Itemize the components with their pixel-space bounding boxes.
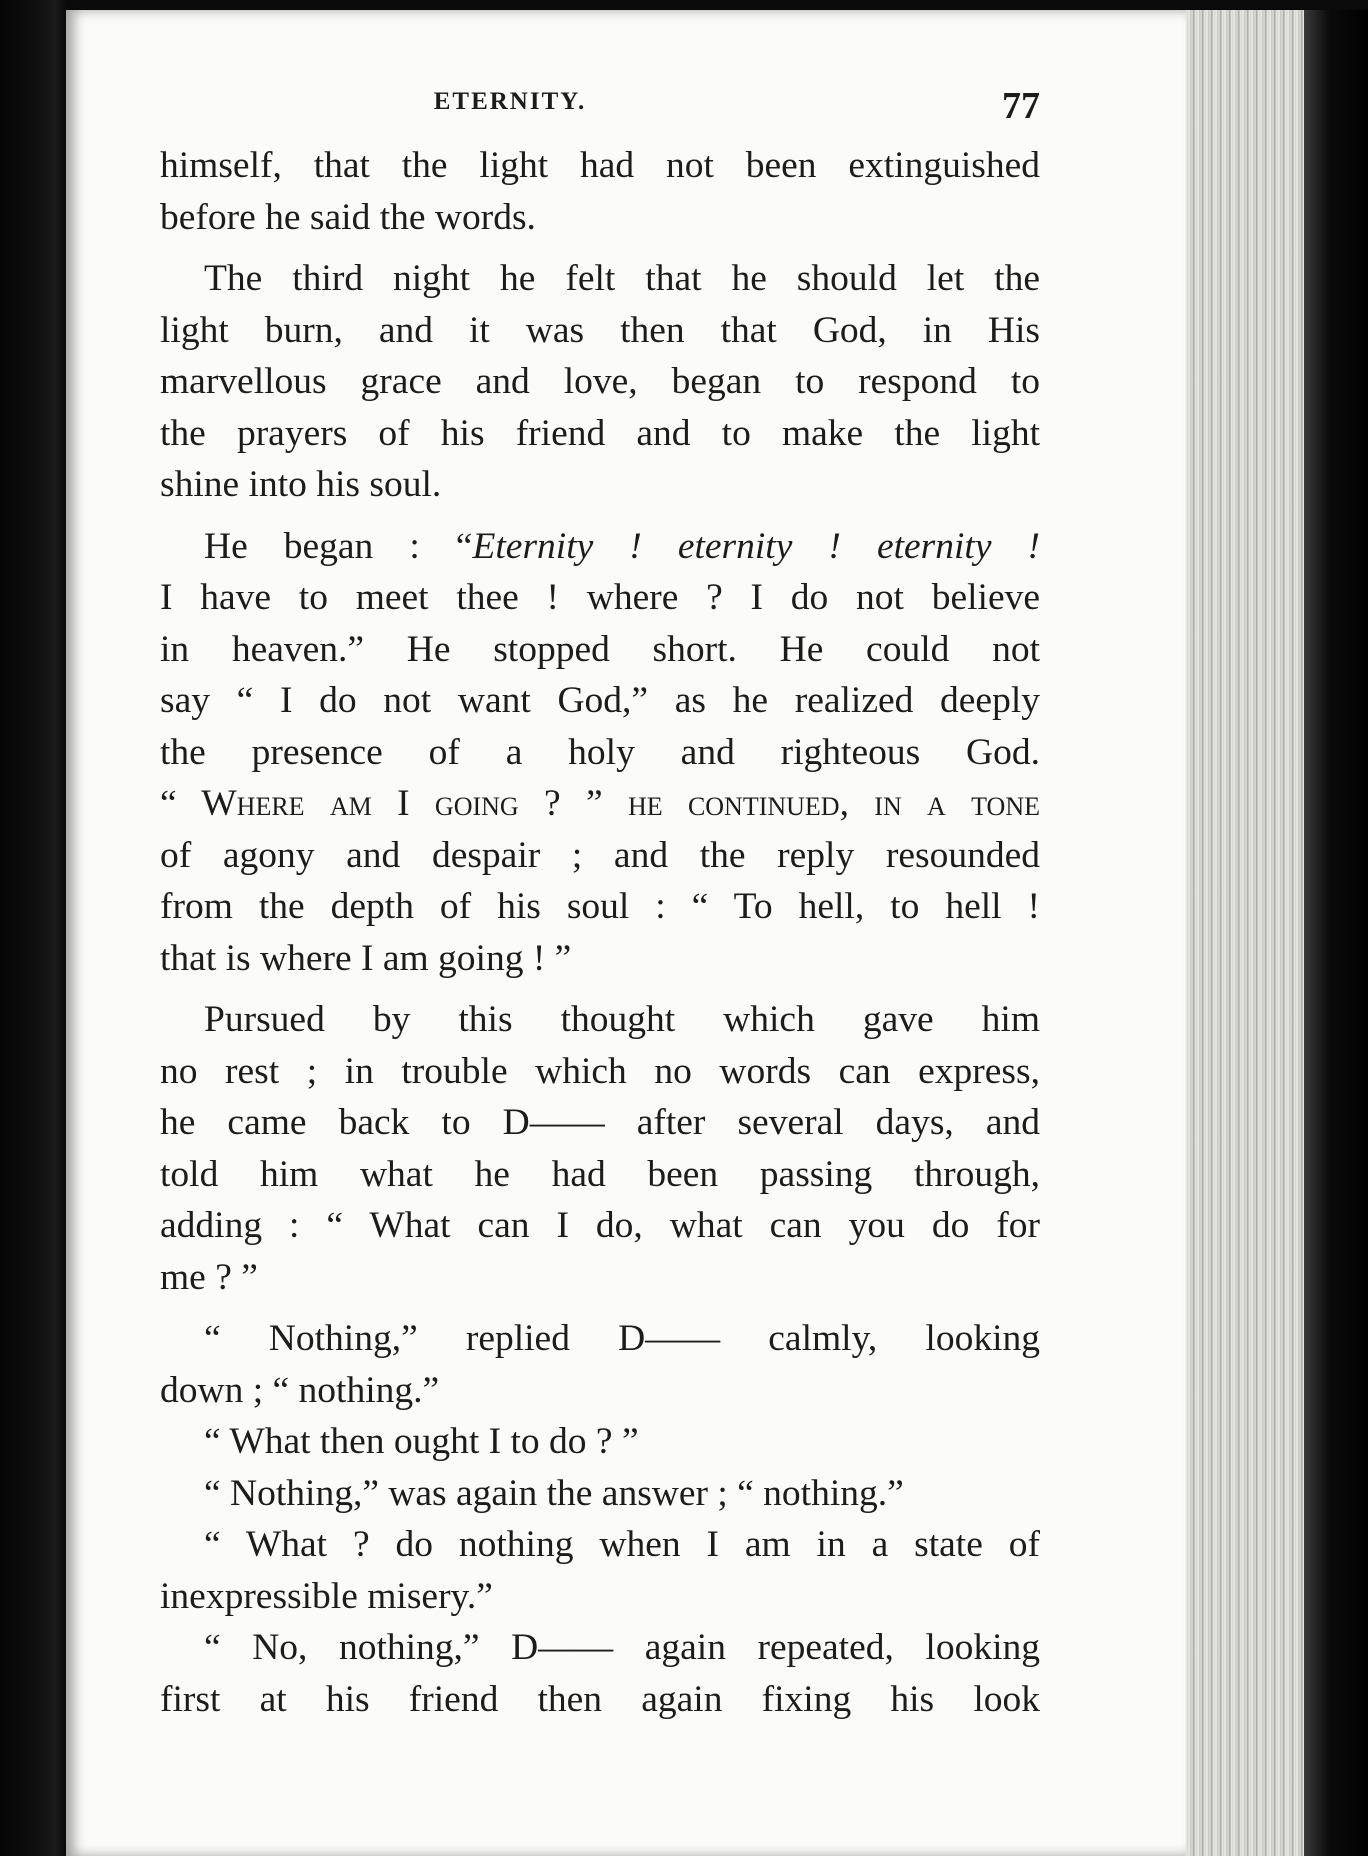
text-line: me ? ” xyxy=(160,1256,258,1298)
text-line: “ No, nothing,” D—— again repeated, looking xyxy=(204,1627,1040,1668)
paragraph-gap xyxy=(160,984,1040,994)
text-line: The third night he felt that he should let the xyxy=(204,258,1040,299)
text-line: shine into his soul. xyxy=(160,464,442,505)
text-line: “ What then ought I to do ? ” xyxy=(204,1421,639,1462)
text-line: “ Nothing,” replied D—— calmly, looking xyxy=(204,1318,1040,1359)
text-fragment: He began : “ xyxy=(204,525,473,567)
paragraph-gap xyxy=(160,511,1040,521)
text-line: himself, that the light had not been extinguished xyxy=(160,145,1040,186)
page-fore-edge xyxy=(1186,10,1304,1856)
text-line: before he said the words. xyxy=(160,196,536,238)
text-line: told him what he had been passing through, xyxy=(160,1153,1040,1195)
page-edge-shadow xyxy=(1304,10,1368,1856)
text-line: “ Nothing,” was again the answer ; “ nothing.” xyxy=(204,1472,904,1514)
text-line: “ Where am I going ? ” he continued, in a tone xyxy=(160,783,1040,824)
text-line: from the depth of his soul : “ To hell, to hell ! xyxy=(160,886,1040,927)
text-line: “ What ? do nothing when I am in a state of xyxy=(204,1524,1040,1565)
text-line: down ; “ nothing.” xyxy=(160,1369,440,1411)
text-line: the presence of a holy and righteous God. xyxy=(160,731,1040,773)
text-line: the prayers of his friend and to make the light xyxy=(160,412,1040,454)
text-line: inexpressible misery.” xyxy=(160,1575,493,1617)
text-line: I have to meet thee ! where ? I do not believe xyxy=(160,577,1040,618)
text-line: say “ I do not want God,” as he realized deeply xyxy=(160,680,1040,721)
text-line: that is where I am going ! ” xyxy=(160,937,572,979)
running-head xyxy=(160,0,1040,140)
paragraph-gap xyxy=(160,243,1040,253)
text-line: in heaven.” He stopped short. He could not xyxy=(160,628,1040,670)
running-title: ETERNITY. xyxy=(433,88,587,115)
text-line: adding : “ What can I do, what can you do for xyxy=(160,1205,1040,1246)
text-line: Pursued by this thought which gave him xyxy=(204,999,1040,1040)
page-number: 77 xyxy=(1002,85,1040,127)
text-line: marvellous grace and love, began to respond to xyxy=(160,361,1040,402)
text-line: of agony and despair ; and the reply resounded xyxy=(160,834,1040,876)
text-line: no rest ; in trouble which no words can express, xyxy=(160,1050,1040,1092)
text-line: light burn, and it was then that God, in His xyxy=(160,309,1040,351)
paragraph-gap xyxy=(160,1303,1040,1313)
text-line xyxy=(160,521,1040,573)
page-text xyxy=(160,0,1040,1725)
text-line: he came back to D—— after several days, and xyxy=(160,1102,1040,1143)
text-line: first at his friend then again fixing his look xyxy=(160,1678,1040,1720)
italic-text: Eternity ! eternity ! eternity ! xyxy=(472,525,1041,567)
